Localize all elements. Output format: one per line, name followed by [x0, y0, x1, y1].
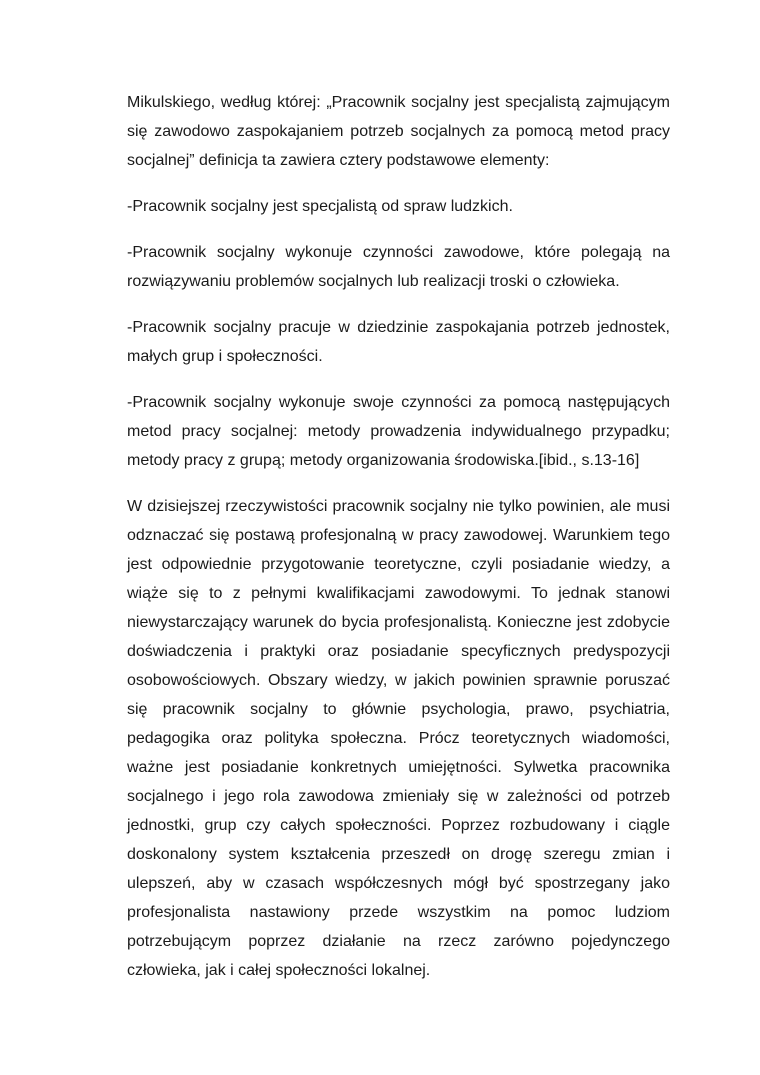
document-body [127, 88, 670, 985]
paragraph-element-3: -Pracownik socjalny pracuje w dziedzinie zaspokajania potrzeb jednostek, małych grup i społeczności. [127, 319, 670, 365]
paragraph-definition-intro: Mikulskiego, według której: „Pracownik socjalny jest specjalistą zajmującym się zawodowo zaspokajaniem potrzeb socjalnych za pomocą metod pracy socjalnej” definicja ta zawiera cztery podstawowe elementy: [127, 94, 670, 169]
paragraph-element-2: -Pracownik socjalny wykonuje czynności zawodowe, które polegają na rozwiązywaniu problemów socjalnych lub realizacji troski o człowieka. [127, 244, 670, 290]
paragraph-professionalism: W dzisiejszej rzeczywistości pracownik socjalny nie tylko powinien, ale musi odznaczać się postawą profesjonalną w pracy zawodowej. Warunkiem tego jest odpowiednie przygotowanie teoretyczne, czyli posiadanie wiedzy, a wiąże się to z pełnymi kwalifikacjami zawodowymi. To jednak stanowi niewystarczający warunek do bycia profesjonalistą. Konieczne jest zdobycie doświadczenia i praktyki oraz posiadanie specyficznych predyspozycji osobowościowych. Obszary wiedzy, w jakich powinien sprawnie poruszać się pracownik socjalny to głównie psychologia, prawo, psychiatria, pedagogika oraz polityka społeczna. Prócz teoretycznych wiadomości, ważne jest posiadanie konkretnych umiejętności. Sylwetka pracownika socjalnego i jego rola zawodowa zmieniały się w zależności od potrzeb jednostki, grup czy całych społeczności. Poprzez rozbudowany i ciągle doskonalony system kształcenia przeszedł on drogę szeregu zmian i ulepszeń, aby w czasach współczesnych mógł być spostrzegany jako profesjonalista nastawiony przede wszystkim na pomoc ludziom potrzebującym poprzez działanie na rzecz zarówno pojedynczego człowieka, jak i całej społeczności lokalnej. [127, 498, 670, 979]
paragraph-element-4: -Pracownik socjalny wykonuje swoje czynności za pomocą następujących metod pracy socjalnej: metody prowadzenia indywidualnego przypadku; metody pracy z grupą; metody organizowania środowiska.[ibid., s.13-16] [127, 394, 670, 469]
paragraph-element-1: -Pracownik socjalny jest specjalistą od spraw ludzkich. [127, 198, 513, 215]
